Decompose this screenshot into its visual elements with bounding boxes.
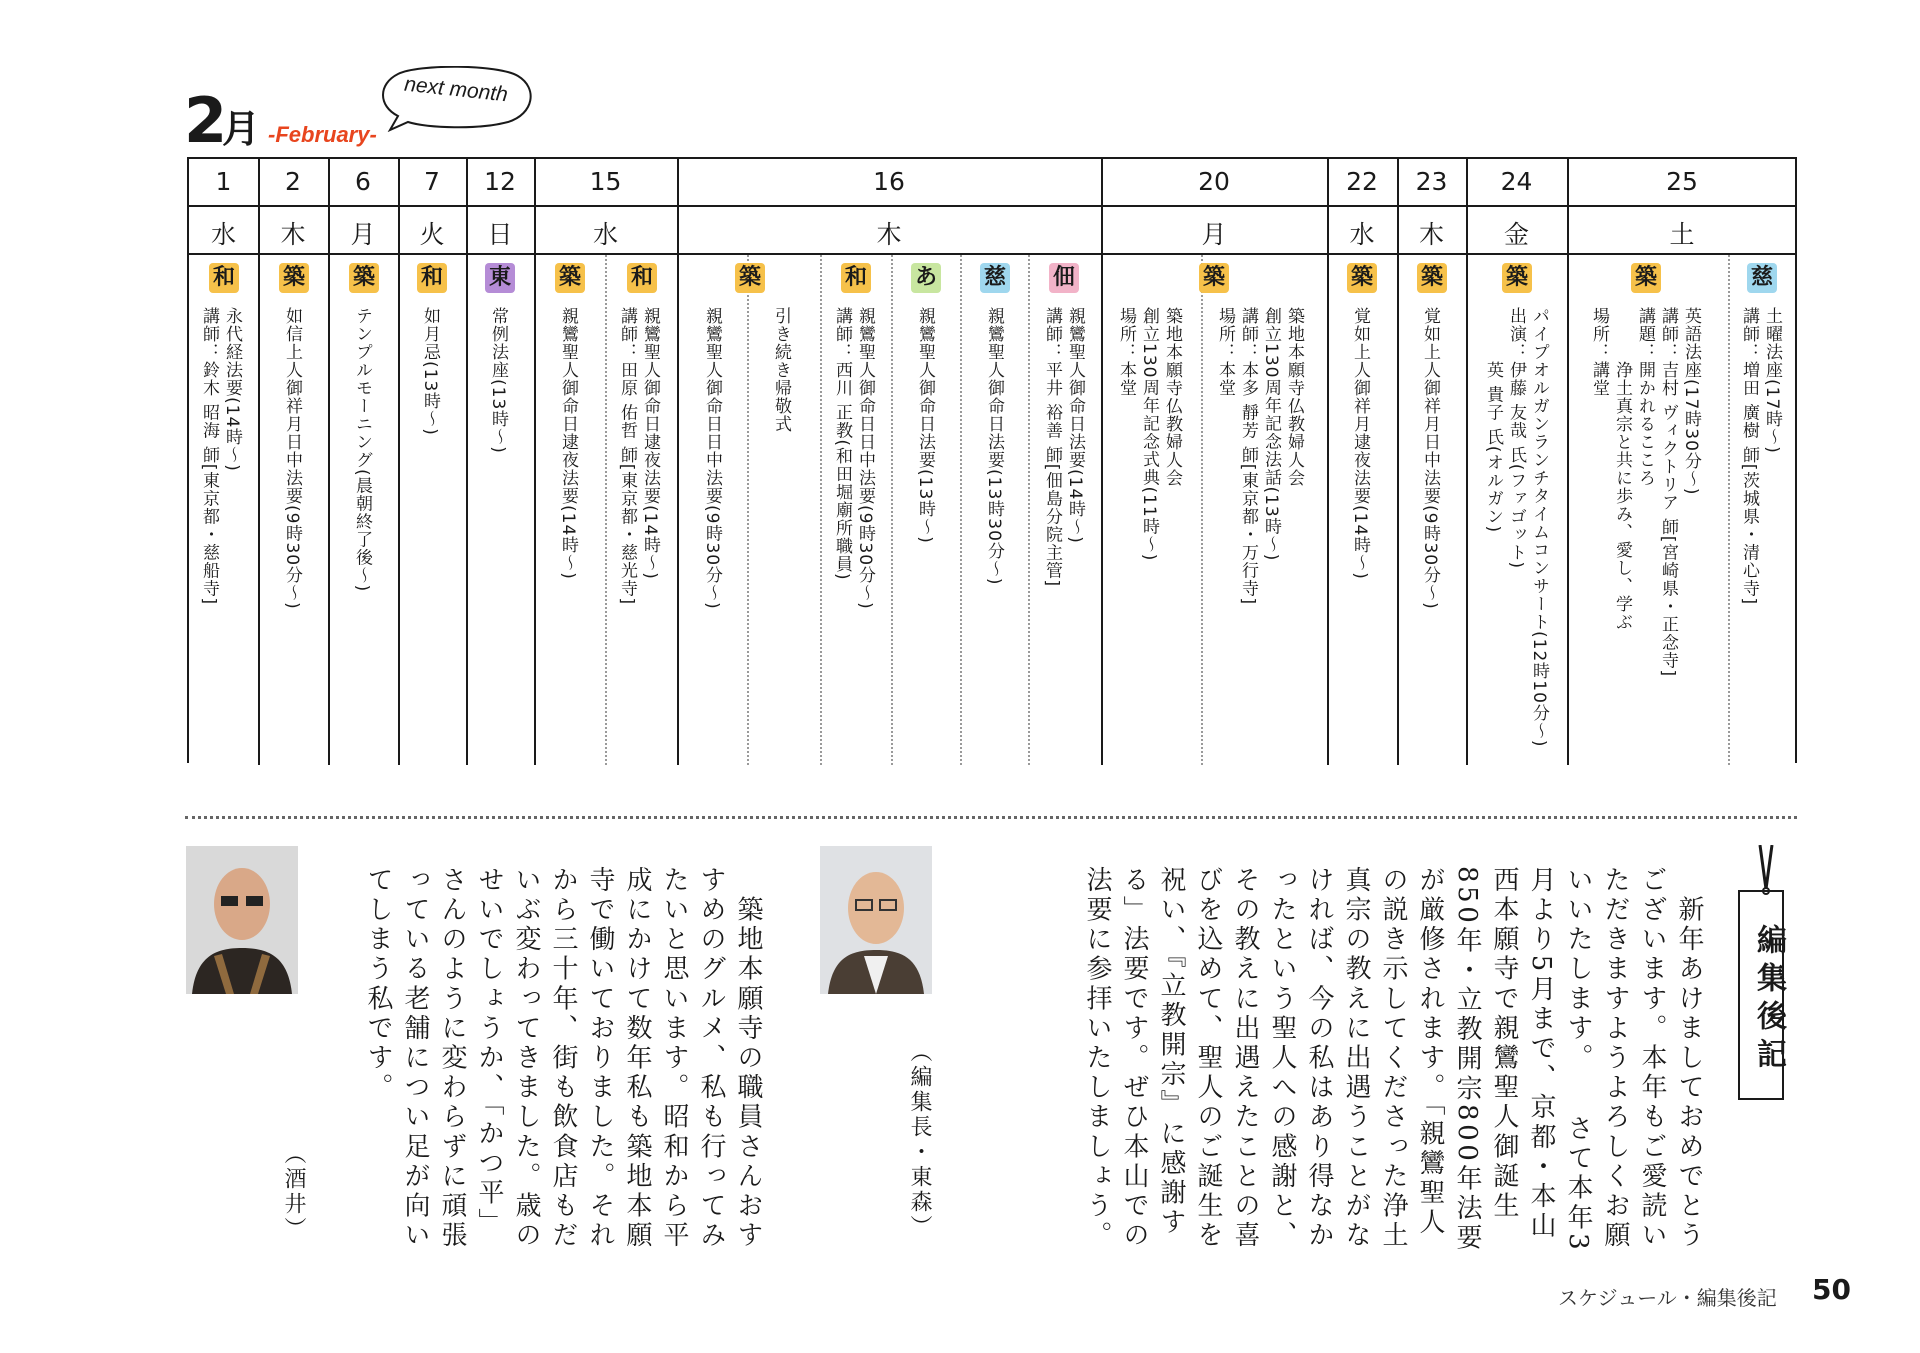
weekday-cell: 月 — [1201, 220, 1227, 249]
schedule-table — [187, 157, 1797, 763]
event-text: 英語法座(17時30分～) 講師：吉村 ヴィクトリア 師[宮崎県・正念寺] 講題：開かれるこころ 浄土真宗と共に歩み、愛し、学ぶ 場所：講堂 — [1589, 307, 1701, 678]
temple-badge-tsukiji: 築 — [735, 263, 765, 293]
month-kanji: 月 — [222, 107, 261, 151]
event-text: 築地本願寺仏教婦人会 創立130周年記念法話(13時～) 講師：本多 靜芳 師[東京都・万行寺] 場所：本堂 — [1215, 307, 1304, 606]
sub-divider — [605, 255, 607, 765]
event-text: 親鸞聖人御命日日中法要(9時30分～) 講師：西川 正教(和田堀廟所職員) — [832, 307, 875, 610]
editor-essay: 新年あけましておめでとうございます。本年もご愛読いただきますようよろしくお願いいたします。 さて本年3月より5月まで、京都・本山西本願寺で親鸞聖人御誕生850年・立教開宗800年法要が厳修されます。「親鸞聖人の説き示してくださった浄土真宗の教えに出遇うことがなければ、今の私はあり得なかったという聖人への感謝と、その教えに出遇えたことの喜びを込めて、聖人のご誕生を祝い、『立教開宗』に感謝する」法要です。ぜひ本山での法要に参拝いたしましょう。 — [1082, 866, 1704, 1254]
editor-photo — [820, 846, 932, 994]
temple-badge-tsukiji: 築 — [1631, 263, 1661, 293]
temple-badge-tsukiji: 築 — [279, 263, 309, 293]
event-text: 如信上人御祥月日中法要(9時30分～) — [282, 307, 302, 610]
event-text: 覚如上人御祥月逮夜法要(14時～) — [1350, 307, 1370, 580]
weekday-cell: 水 — [1349, 220, 1375, 249]
event-text: 親鸞聖人御命日法要(14時～) 講師：平井 裕善 師[佃島分院主管] — [1042, 307, 1085, 588]
sub-divider — [1728, 255, 1730, 765]
event-text: 親鸞聖人御命日法要(13時30分～) — [984, 307, 1004, 586]
staff-signature: （酒井） — [281, 1142, 306, 1242]
event-text: 親鸞聖人御命日法要(13時～) — [915, 307, 935, 544]
temple-badge-tsukiji: 築 — [349, 263, 379, 293]
sub-divider — [960, 255, 962, 765]
temple-badge-tsukiji: 築 — [1347, 263, 1377, 293]
weekday-cell: 日 — [487, 220, 513, 249]
date-cell: 15 — [589, 167, 622, 196]
temple-badge-wa: 和 — [841, 263, 871, 293]
event-text: 如月忌(13時～) — [420, 307, 440, 436]
section-divider — [185, 816, 1797, 819]
date-cell: 23 — [1415, 167, 1448, 196]
weekday-cell: 金 — [1503, 220, 1529, 249]
sub-divider — [747, 255, 749, 765]
row-divider — [189, 205, 1795, 207]
temple-badge-tsukuda: 佃 — [1049, 263, 1079, 293]
temple-badge-wa: 和 — [627, 263, 657, 293]
event-text: 引き続き帰敬式 — [771, 307, 791, 433]
date-cell: 22 — [1346, 167, 1378, 196]
date-cell: 20 — [1198, 167, 1230, 196]
event-text: 親鸞聖人御命日逮夜法要(14時～) — [558, 307, 578, 580]
temple-badge-tsukiji: 築 — [1199, 263, 1229, 293]
weekday-cell: 木 — [876, 220, 902, 249]
bookmark-string-icon — [1752, 845, 1778, 895]
temple-badge-ji: 慈 — [1747, 263, 1777, 293]
temple-badge-tsukiji: 築 — [555, 263, 585, 293]
footer-section-label: スケジュール・編集後記 — [1558, 1286, 1777, 1310]
weekday-cell: 水 — [210, 220, 236, 249]
row-divider — [189, 253, 1795, 255]
editor-signature: （編集長・東森） — [907, 1040, 932, 1240]
staff-essay: 築地本願寺の職員さんおすすめのグルメ、私も行ってみたいと思います。昭和から平成にかけて数年私も築地本願寺で働いておりました。それから三十年、街も飲食店もだいぶ変わってきました。歳のせいでしょうか、「かつ平」さんのように変わらずに頑張っている老舗につい足が向いてしまう私です。 — [363, 866, 763, 1251]
date-cell: 1 — [215, 167, 232, 196]
temple-badge-ji: 慈 — [980, 263, 1010, 293]
event-text: 常例法座(13時～) — [488, 307, 508, 454]
weekday-cell: 土 — [1669, 220, 1695, 249]
date-cell: 6 — [355, 167, 371, 196]
sub-divider — [820, 255, 822, 765]
date-cell: 16 — [873, 167, 905, 196]
date-cell: 12 — [484, 167, 516, 196]
next-month-label: next month — [403, 72, 509, 107]
event-text: パイプオルガンランチタイムコンサート(12時10分～) 出演：伊藤 友哉 氏(ファゴット) 英 貴子 氏(オルガン) — [1483, 307, 1549, 748]
event-text: テンプルモーニング(晨朝終了後～) — [352, 307, 372, 593]
temple-badge-tsukiji: 築 — [1502, 263, 1532, 293]
temple-badge-tsukiji: 築 — [1417, 263, 1447, 293]
date-cell: 7 — [424, 167, 440, 196]
temple-badge-a: あ — [911, 263, 941, 293]
event-text: 親鸞聖人御命日逮夜法要(14時～) 講師：田原 佑哲 師[東京都・慈光寺] — [617, 307, 660, 606]
month-number: 2 — [184, 84, 228, 157]
event-text: 親鸞聖人御命日日中法要(9時30分～) — [702, 307, 722, 610]
date-cell: 2 — [285, 167, 301, 196]
staff-photo — [186, 846, 298, 994]
weekday-cell: 木 — [280, 220, 306, 249]
weekday-cell: 月 — [350, 220, 376, 249]
event-text: 永代経法要(14時～) 講師：鈴木 昭海 師[東京都・慈船寺] — [199, 307, 242, 606]
weekday-cell: 木 — [1418, 220, 1444, 249]
event-text: 築地本願寺仏教婦人会 創立130周年記念式典(11時～) 場所：本堂 — [1116, 307, 1182, 562]
event-text: 土曜法座(17時～) 講師：増田 廣樹 師[茨城県・清心寺] — [1739, 307, 1782, 606]
temple-badge-wa: 和 — [209, 263, 239, 293]
weekday-cell: 火 — [419, 220, 445, 249]
page-number: 50 — [1812, 1273, 1851, 1306]
date-cell: 25 — [1666, 167, 1698, 196]
month-english: -February- — [268, 122, 377, 147]
sub-divider — [1028, 255, 1030, 765]
afterword-title: 編集後記 — [1751, 924, 1786, 1076]
temple-badge-wa: 和 — [417, 263, 447, 293]
sub-divider — [1201, 255, 1203, 765]
temple-badge-higashi: 東 — [485, 263, 515, 293]
event-text: 覚如上人御祥月日中法要(9時30分～) — [1420, 307, 1440, 610]
sub-divider — [891, 255, 893, 765]
weekday-cell: 水 — [592, 220, 618, 249]
date-cell: 24 — [1500, 167, 1533, 196]
